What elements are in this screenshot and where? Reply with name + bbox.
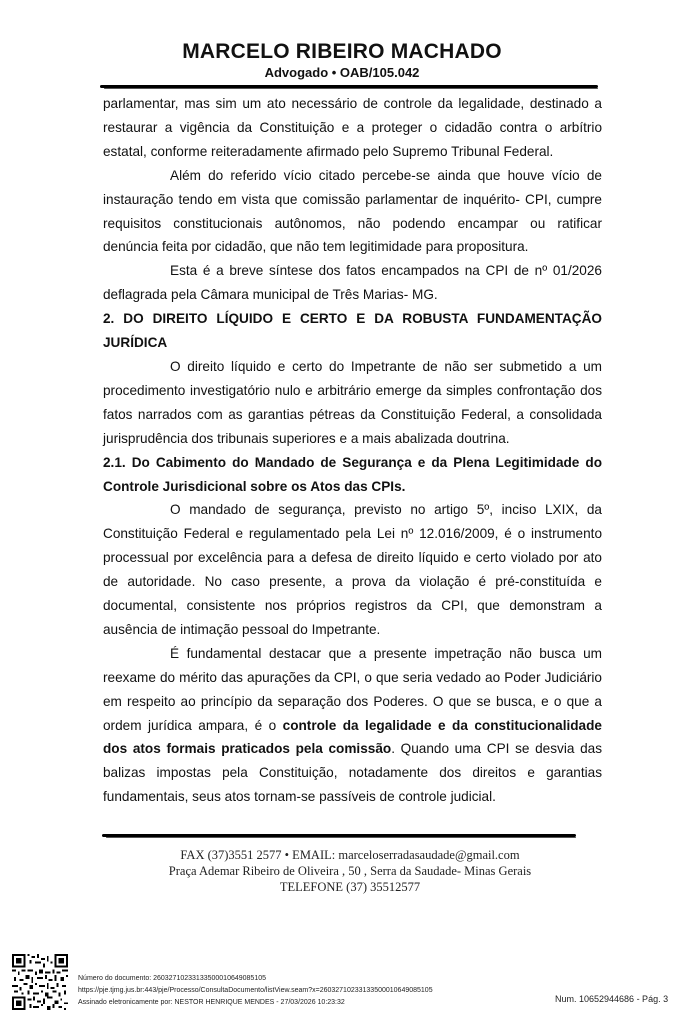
footer-address: Praça Ademar Ribeiro de Oliveira , 50 , Serra da Saudade- Minas Gerais: [168, 864, 532, 878]
subsection-heading: 2.1. Do Cabimento do Mandado de Segurança e da Plena Legitimidade do Controle Jurisdicional sobre os Atos das CPIs.: [103, 454, 602, 494]
section-heading: 2. DO DIREITO LÍQUIDO E CERTO E DA ROBUSTA FUNDAMENTAÇÃO JURÍDICA: [103, 311, 602, 351]
letterhead-name: MARCELO RIBEIRO MACHADO: [182, 40, 502, 63]
paragraph-text: . Quando uma CPI se desvia das balizas impostas pela Constituição, notadamente dos direitos e garantias fundamentais, seus atos tornam-se passíveis de controle judicial.: [103, 741, 602, 805]
electronic-signature: Assinado eletronicamente por: NESTOR HENRIQUE MENDES - 27/03/2026 10:23:32: [78, 999, 345, 1006]
paragraph: Esta é a breve síntese dos fatos encampados na CPI de nº 01/2026 deflagrada pela Câmara municipal de Três Marias- MG.: [103, 263, 602, 303]
footer-phone: TELEFONE (37) 35512577: [279, 880, 421, 894]
document-number: Número do documento: 26032710233133500010649085105: [78, 975, 266, 982]
paragraph-continuation: parlamentar, mas sim um ato necessário de controle da legalidade, destinado a restaurar a vigência da Constituição e a proteger o cidadão contra o arbítrio estatal, conforme reiteradamente afirmado pelo Supremo Tribunal Federal.: [103, 96, 602, 159]
paragraph-text: É fundamental destacar que a presente impetração não busca um reexame do mérito das apurações da CPI, o que seria vedado ao Poder Judiciário em respeito ao princípio da separação dos Poderes. O que se busca, e o que a ordem jurídica ampara, é o: [103, 645, 602, 733]
page-number: Num. 10652944686 - Pág. 3: [555, 994, 669, 1004]
qr-code-icon: [12, 954, 68, 1010]
paragraph: Além do referido vício citado percebe-se ainda que houve vício de instauração tendo em vista que comissão parlamentar de inquérito- CPI, cumpre requisitos constitucionais autônomos, não podendo encampar ou ratificar denúncia feita por cidadão, que não tem legitimidade para propositura.: [103, 167, 602, 255]
header-rule-shadow: [104, 88, 598, 89]
footer-contact: FAX (37)3551 2577 • EMAIL: marceloserradasaudade@gmail.com: [180, 848, 520, 862]
document-url-link[interactable]: https://pje.tjmg.jus.br:443/pje/Processo/ConsultaDocumento/listView.seam?x=26032710233133500010649085105: [78, 987, 433, 994]
paragraph: O direito líquido e certo do Impetrante de não ser submetido a um procedimento investigatório nulo e arbitrário emerge da simples confrontação dos fatos narrados com as garantias pétreas da Constituição Federal, a consolidada jurisprudência dos tribunais superiores e a mais abalizada doutrina.: [103, 358, 602, 446]
paragraph: O mandado de segurança, previsto no artigo 5º, inciso LXIX, da Constituição Federal e regulamentado pela Lei nº 12.016/2009, é o instrumento processual por excelência para a defesa de direito líquido e certo violado por ato de autoridade. No caso presente, a prova da violação é pré-constituída e documental, consistente nos próprios registros da CPI, que demonstram a ausência de intimação pessoal do Impetrante.: [103, 502, 602, 637]
paragraph: [103, 642, 602, 809]
letterhead-subtitle: Advogado • OAB/105.042: [264, 65, 420, 80]
footer-rule-shadow: [106, 837, 576, 838]
bold-emphasis: controle da legalidade e da constitucionalidade dos atos formais praticados pela comissão: [103, 717, 602, 757]
document-body: [103, 92, 602, 809]
